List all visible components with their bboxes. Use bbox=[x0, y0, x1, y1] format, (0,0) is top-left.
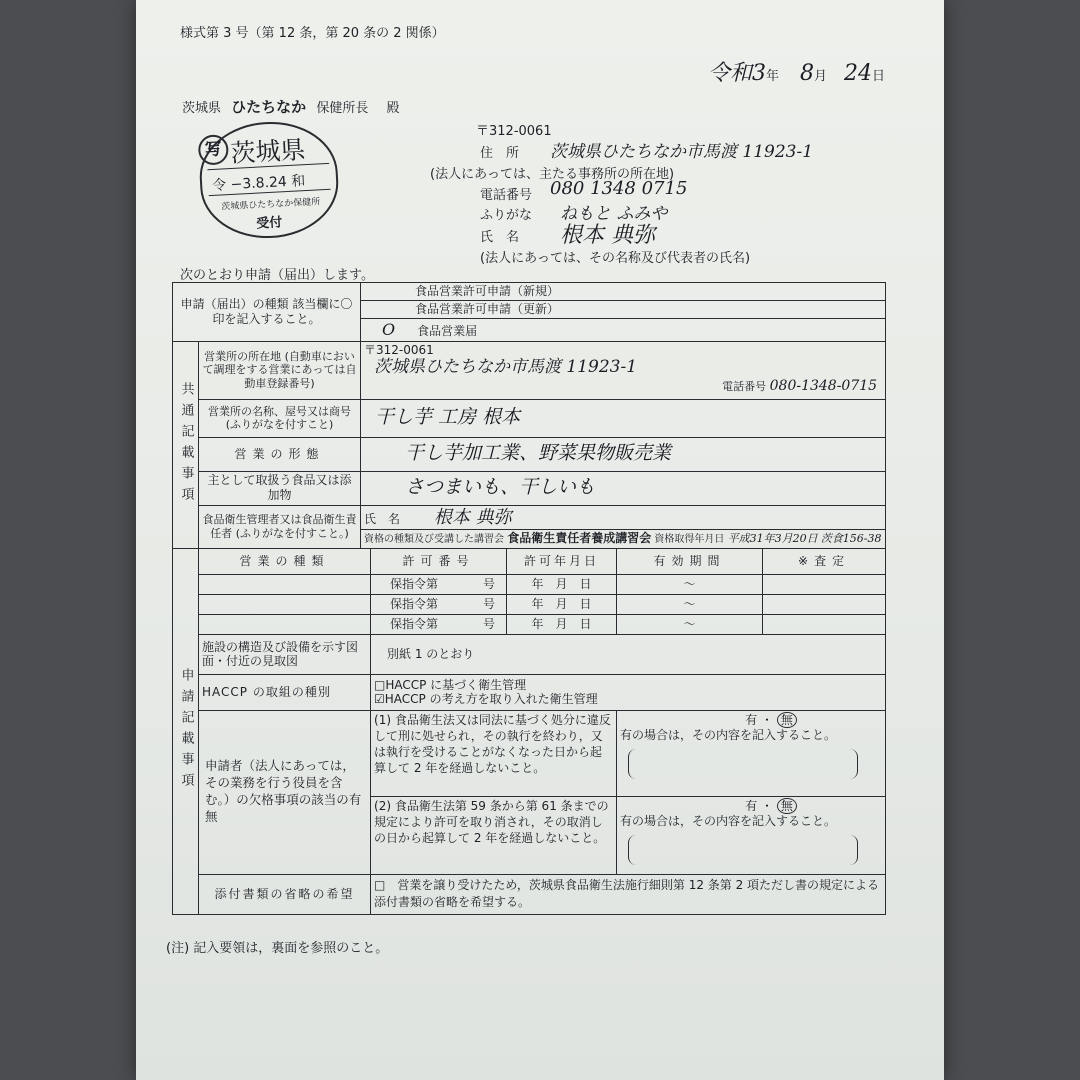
form-number: 様式第 3 号（第 12 条，第 20 条の 2 関係） bbox=[180, 26, 445, 41]
applicant-name: 根本 典弥 bbox=[560, 223, 655, 248]
header-validity: 有効期間 bbox=[617, 548, 763, 574]
qualification-cell: 資格の種類及び受講した講習会 食品衛生責任者養成講習会 資格取得年月日 平成31年3月20日 茨食156-38 bbox=[361, 530, 886, 548]
facility-value: 別紙 1 のとおり bbox=[371, 634, 886, 674]
haccp-option-approach: ☑HACCP の考え方を取り入れた衛生管理 bbox=[374, 692, 598, 707]
stamp-pref: 茨城県 bbox=[229, 135, 307, 168]
shop-name: 干し芋 工房 根本 bbox=[361, 399, 886, 437]
applicant-furigana: ねもと ふみや bbox=[560, 204, 668, 224]
request-option-renew: 食品営業許可申請（更新） bbox=[361, 301, 886, 319]
qualification-date: 平成31年3月20日 bbox=[727, 532, 818, 546]
section-common: 共通記載事項 bbox=[173, 341, 199, 548]
applicant-phone: 080 1348 0715 bbox=[550, 178, 688, 199]
business-form-label: 営業の形態 bbox=[199, 437, 361, 471]
header-business-type: 営業の種類 bbox=[199, 548, 371, 574]
location-postal: 〒312-0061 bbox=[364, 342, 434, 357]
attachment-text: □ 営業を譲り受けたため，茨城県食品衛生法施行細則第 12 条第 2 項ただし書の規定による添付書類の省略を希望する。 bbox=[371, 874, 886, 914]
phone-label: 電話番号 bbox=[480, 188, 533, 203]
footnote: (注) 記入要領は，裏面を参照のこと。 bbox=[166, 941, 389, 956]
header-permit-date: 許可年月日 bbox=[507, 548, 617, 574]
section-application: 申請記載事項 bbox=[173, 548, 199, 914]
request-option-new: 食品営業許可申請（新規） bbox=[361, 283, 886, 301]
detail-bracket bbox=[628, 835, 858, 865]
attachment-label: 添付書類の省略の希望 bbox=[199, 874, 371, 914]
manager-name-cell: 氏 名 根本 典弥 bbox=[361, 505, 886, 530]
intro-text: 次のとおり申請（届出）します。 bbox=[180, 268, 374, 283]
facility-label: 施設の構造及び設備を示す図面・付近の見取図 bbox=[199, 634, 371, 674]
name-note: (法人にあっては、その名称及び代表者の氏名) bbox=[480, 251, 751, 266]
stamp-received: 受付 bbox=[255, 215, 283, 232]
request-option-notification: O 食品営業届 bbox=[361, 319, 886, 342]
haccp-label: HACCP の取組の種別 bbox=[199, 674, 371, 710]
permit-number-1: 保指令第 号 bbox=[371, 574, 507, 594]
haccp-options bbox=[371, 674, 886, 710]
permit-number-2: 保指令第 号 bbox=[371, 594, 507, 614]
stamp-office: 茨城県ひたちなか保健所 bbox=[221, 197, 321, 213]
location-phone: 電話番号 080-1348-0715 bbox=[722, 378, 878, 395]
qualification-number: 茨食156-38 bbox=[820, 532, 882, 546]
request-mark: O bbox=[382, 320, 396, 339]
haccp-option-standard: □HACCP に基づく衛生管理 bbox=[374, 677, 527, 692]
disqualification-label: 申請者（法人にあっては，その業務を行う役員を含む。）の欠格事項の該当の有無 bbox=[199, 710, 371, 874]
shop-label: 営業所の名称、屋号又は商号 (ふりがなを付すこと) bbox=[199, 399, 361, 437]
food-items: さつまいも、干しいも bbox=[361, 471, 886, 505]
application-date: 令和3年 8月 24日 bbox=[708, 61, 886, 86]
address-note: (法人にあっては、主たる事務所の所在地) bbox=[430, 167, 675, 182]
name-label: 氏 名 bbox=[480, 230, 520, 245]
answer-no-circle: 無 bbox=[777, 798, 797, 815]
table-row: 保指令第 号 年 月 日 〜 bbox=[173, 574, 886, 594]
location-cell bbox=[361, 341, 886, 399]
furigana-label: ふりがな bbox=[480, 208, 533, 223]
applicant-address: 茨城県ひたちなか市馬渡 11923-1 bbox=[550, 142, 814, 162]
header-permit-number: 許可番号 bbox=[371, 548, 507, 574]
qualification: 食品衛生責任者養成講習会 bbox=[507, 531, 652, 546]
request-type-label: 申請（届出）の種類 該当欄に〇印を記入すること。 bbox=[173, 283, 361, 342]
copy-mark: 写 bbox=[198, 134, 230, 166]
disqualification-item-1: (1) 食品衛生法又は同法に基づく処分に違反して刑に処せられ，その執行を終わり，又は執行を受けることがなくなった日から起算して 2 年を経過しないこと。 bbox=[371, 710, 617, 796]
permit-number-3: 保指令第 号 bbox=[371, 614, 507, 634]
addressee: 茨城県 ひたちなか 保健所長 殿 bbox=[182, 98, 400, 116]
address-label: 住 所 bbox=[480, 146, 520, 161]
table-row: 保指令第 号 年 月 日 〜 bbox=[173, 594, 886, 614]
disqualification-answer-2: 有 ・ 無 有の場合は，その内容を記入すること。 bbox=[617, 796, 886, 874]
manager-name: 根本 典弥 bbox=[433, 506, 512, 528]
food-label: 主として取扱う食品又は添加物 bbox=[199, 471, 361, 505]
disqualification-answer-1: 有 ・ 無 有の場合は，その内容を記入すること。 bbox=[617, 710, 886, 796]
detail-bracket bbox=[628, 749, 858, 779]
location-address: 茨城県ひたちなか市馬渡 11923-1 bbox=[374, 357, 638, 378]
application-form-table bbox=[172, 282, 886, 915]
applicant-postal: 〒312-0061 bbox=[476, 124, 552, 139]
reception-stamp bbox=[197, 118, 341, 241]
form-paper bbox=[136, 0, 944, 1080]
header-assessment: ※査定 bbox=[763, 548, 886, 574]
manager-label: 食品衛生管理者又は食品衛生責任者 (ふりがなを付すこと。) bbox=[199, 505, 361, 548]
location-label: 営業所の所在地 (自動車において調理をする営業にあっては自動車登録番号) bbox=[199, 341, 361, 399]
disqualification-item-2: (2) 食品衛生法第 59 条から第 61 条までの規定により許可を取り消され，その取消しの日から起算して 2 年を経過しないこと。 bbox=[371, 796, 617, 874]
table-row: 保指令第 号 年 月 日 〜 bbox=[173, 614, 886, 634]
stamp-date: 令 −3.8.24 和 bbox=[211, 173, 306, 194]
answer-no-circle: 無 bbox=[777, 712, 797, 729]
business-form: 干し芋加工業、野菜果物販売業 bbox=[361, 437, 886, 471]
